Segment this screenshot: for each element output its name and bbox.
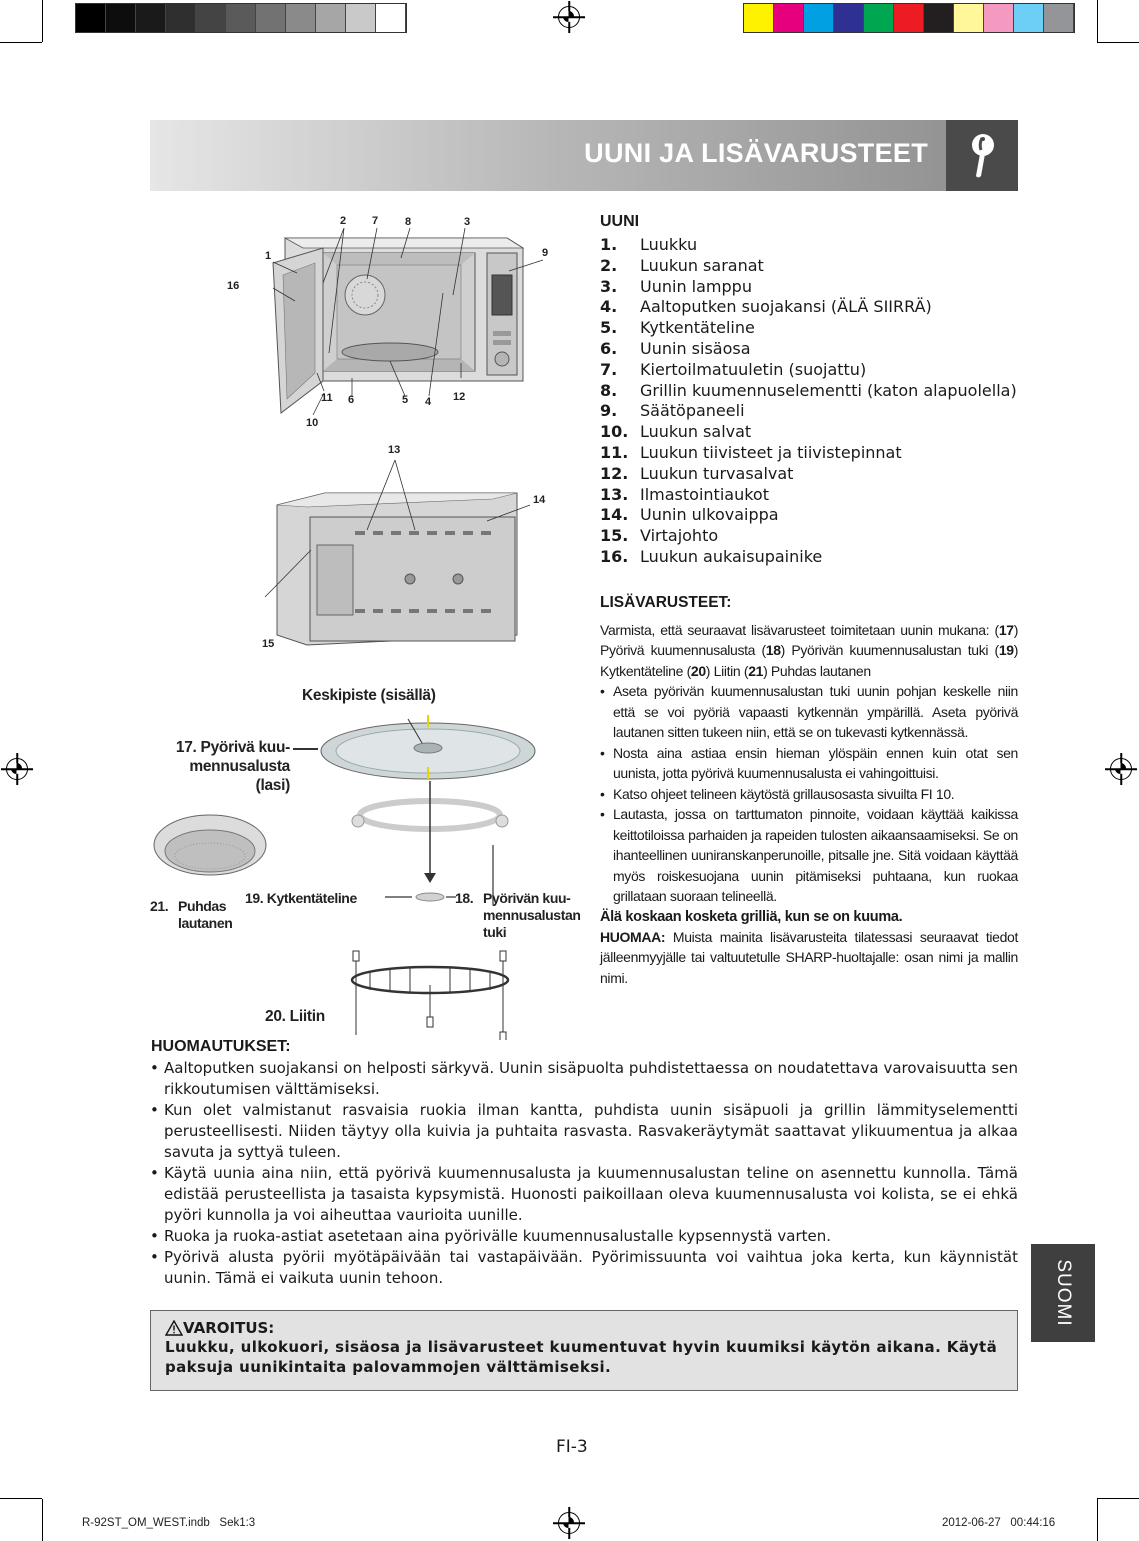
part-label: Uunin ulkovaippa [640,505,779,525]
part-label: Luukun turvasalvat [640,463,794,483]
warning-text: Luukku, ulkokuori, sisäosa ja lisävarusteet kuumentuvat hyvin kuumiksi käytön aikana. Käytä paksuja uunikintaita palovammojen välttämiseksi. [165,1338,998,1376]
accessories-intro: Varmista, että seuraavat lisävarusteet toimitetaan uunin mukana: (17) Pyörivä kuumennusalusta (18) Pyörivän kuumennusalustan tuki (19) Kytkentäteline (20) Liitin (21) Puhdas lautanen [600,621,1018,679]
warning-title-row [165,1319,1003,1337]
parts-list-item [600,360,1018,381]
part-number: 2. [600,255,618,275]
part-number: 9. [600,401,618,421]
part-label: Luukku [640,235,698,254]
part-number: 16. [600,546,629,566]
oven-front-illustration [225,213,565,433]
crop-mark [0,1498,42,1499]
crop-mark [1097,1498,1139,1499]
process-swatch [864,4,894,32]
part-number: 1. [600,235,618,254]
list-item: • Lautasta, jossa on tarttumaton pinnoite, voidaan käyttää kaikissa keittotiloissa parhaiden ja rapeiden tulosten aikaansaamiseksi. Se on ihanteellinen uuniranskanperunoille, pitsalle jne. Sitä voidaan käyttää myös roiskesuojana uunin pitämiseksi puhtaana, kun ruokaa grillataan suoraan telineellä. [600,804,1018,907]
process-swatch [984,4,1014,32]
callout-7: 7 [372,215,379,227]
parts-list [600,235,1018,568]
footer-file-info: R-92ST_OM_WEST.indb Sek1:3 [82,1517,256,1529]
gray-swatch [316,4,346,32]
parts-list-item [600,422,1018,443]
callout-14: 14 [533,494,546,506]
coupling-label: 19. Kytkentäteline [245,890,357,906]
list-item: • Pyörivä alusta pyörii myötäpäivään tai vastapäivään. Pyörimissuunta voi vaihtua joka kerta, kun käynnistät uunin. Tämä ei vaikuta uunin tehoon. [148,1247,1018,1289]
parts-list-item [600,547,1018,568]
process-swatch [894,4,924,32]
part-number: 11. [600,442,629,462]
part-label: Ilmastointiaukot [640,484,769,504]
callout-16: 16 [227,280,240,292]
part-number: 15. [600,526,629,546]
crop-mark [0,42,42,43]
part-number: 7. [600,359,618,379]
registration-mark [558,1512,580,1534]
warning-box [150,1310,1018,1391]
part-number: 3. [600,276,618,296]
grill-warning-line: Älä koskaan kosketa grilliä, kun se on kuuma. [600,908,903,925]
information-icon [966,132,996,180]
list-item: • Käytä uunia aina niin, että pyörivä kuumennusalusta ja kuumennusalustan teline on asennettu kunnolla. Tämä edistää perusteellista ja tasaista kypsymistä. Huonosti paikoillaan oleva kuumennusalusta voi kolista, se ei ehkä pyöri kunnolla ja voi aiheuttaa vaurioita uunille. [148,1163,1018,1226]
callout-13: 13 [388,444,401,456]
part-number: 8. [600,380,618,400]
parts-list-item [600,277,1018,298]
page-number: FI-3 [556,1437,588,1457]
gray-swatch [136,4,166,32]
part-label: Uunin sisäosa [640,338,751,358]
part-label: Luukun saranat [640,255,764,275]
parts-list-item [600,526,1018,547]
turntable-label: 17. Pyörivä kuu- mennusalusta (lasi) [175,739,290,794]
process-swatch [774,4,804,32]
oven-heading: UUNI [600,213,640,230]
dish-label: Puhdas lautanen [178,898,233,931]
part-label: Luukun aukaisupainike [640,546,823,566]
gray-swatch [256,4,286,32]
callout-9: 9 [542,247,549,259]
parts-list-item [600,297,1018,318]
process-swatch [1044,4,1074,32]
accessories-heading: LISÄVARUSTEET: [600,593,732,611]
registration-mark [1110,758,1132,780]
notes-section [148,1038,1018,1289]
notes-heading: HUOMAUTUKSET: [151,1038,291,1055]
callout-10: 10 [306,417,319,429]
huomaa-note: HUOMAA: Muista mainita lisävarusteita tilatessasi seuraavat tiedot jälleenmyyjälle tai valtuutetulle SHARP-huoltajalle: osan nimi ja mallin nimi. [600,928,1018,986]
callout-5: 5 [402,394,409,406]
part-label: Grillin kuumennuselementti (katon alapuolella) [640,380,1017,400]
list-item: • Ruoka ja ruoka-astiat asetetaan aina pyörivälle kuumennusalustalle kypsennystä varten. [148,1226,1018,1247]
crop-mark [42,1499,43,1541]
process-swatch [834,4,864,32]
gray-swatch [106,4,136,32]
gray-swatch [346,4,376,32]
gray-swatch [76,4,106,32]
language-tab [1031,1244,1095,1342]
oven-back-illustration [255,455,555,655]
dish-number: 21. [150,898,169,914]
part-label: Kytkentäteline [640,318,755,338]
oven-parts-section [600,213,1018,988]
process-colorbar [743,3,1075,33]
gray-swatch [376,4,406,32]
gray-colorbar [75,3,407,33]
footer-timestamp: 2012-06-27 00:44:16 [942,1517,1056,1529]
registration-mark [6,758,28,780]
accessories-bullets [600,681,1018,907]
process-swatch [744,4,774,32]
list-item: • Aaltoputken suojakansi on helposti särkyvä. Uunin sisäpuolta puhdistettaessa on noudatettava varovaisuutta sen rikkoutumisen välttämiseksi. [148,1058,1018,1100]
list-item: • Nosta aina astiaa ensin hieman ylöspäin ennen kuin otat sen uunista, jotta pyörivä kuumennusalusta ei vahingoittuisi. [600,743,1018,784]
callout-1: 1 [265,250,272,262]
parts-list-item [600,381,1018,402]
warning-title: VAROITUS: [183,1319,275,1337]
part-label: Virtajohto [640,526,719,546]
parts-list-item [600,464,1018,485]
language-label: SUOMI [1053,1259,1074,1327]
part-number: 6. [600,338,618,358]
callout-15: 15 [262,638,275,650]
gray-swatch [166,4,196,32]
parts-list-item [600,401,1018,422]
process-swatch [1014,4,1044,32]
parts-list-item [600,443,1018,464]
process-swatch [954,4,984,32]
callout-8: 8 [405,216,412,228]
parts-list-item [600,256,1018,277]
parts-list-item [600,339,1018,360]
part-label: Luukun tiivisteet ja tiivistepinnat [640,442,902,462]
support-number: 18. [455,890,474,906]
part-label: Aaltoputken suojakansi (ÄLÄ SIIRRÄ) [640,297,932,317]
center-point-label: Keskipiste (sisällä) [302,687,436,704]
page-title: UUNI JA LISÄVARUSTEET [584,138,928,168]
list-item: • Aseta pyörivän kuumennusalustan tuki uunin pohjan keskelle niin että se voi pyöriä vapaasti kytkennän ympärillä. Aseta pyörivä lautanen sitten tukeen niin, että se on tukevasti kytkennässä. [600,681,1018,743]
parts-list-item [600,318,1018,339]
list-item: • Kun olet valmistanut rasvaisia ruokia ilman kantta, puhdista uunin sisäpuoli ja grillin lämmityselementti perusteellisesti. Niiden täytyy olla kuivia ja puhtaita rasvasta. Rasvakeräytymät saattavat ylikuumentua ja alkaa savuta ja syttyä tuleen. [148,1100,1018,1163]
support-label: Pyörivän kuu- mennusalustan tuki [483,890,581,940]
gray-swatch [286,4,316,32]
part-label: Säätöpaneeli [640,401,745,421]
callout-6: 6 [348,394,355,406]
part-number: 12. [600,463,629,483]
callout-11: 11 [321,392,333,404]
header-icon-box [946,120,1018,191]
crop-mark [1097,1499,1098,1541]
part-number: 14. [600,505,629,525]
part-number: 4. [600,297,618,317]
process-swatch [924,4,954,32]
part-number: 13. [600,484,629,504]
section-header [150,120,1018,191]
callout-3: 3 [464,216,471,228]
crop-mark [1097,0,1098,42]
part-label: Uunin lamppu [640,276,752,296]
gray-swatch [196,4,226,32]
callout-4: 4 [425,396,432,408]
crop-mark [1097,42,1139,43]
part-label: Luukun salvat [640,422,752,442]
notes-list [148,1058,1018,1289]
crop-mark [42,0,43,42]
list-item: • Katso ohjeet telineen käytöstä grillausosasta sivuilta FI 10. [600,784,1018,805]
parts-list-item [600,235,1018,256]
parts-list-item [600,505,1018,526]
process-swatch [804,4,834,32]
parts-list-item [600,485,1018,506]
part-number: 10. [600,422,629,442]
part-number: 5. [600,318,618,338]
gray-swatch [226,4,256,32]
warning-triangle-icon [165,1320,183,1336]
connector-label: 20. Liitin [265,1008,325,1025]
callout-12: 12 [453,391,466,403]
part-label: Kiertoilmatuuletin (suojattu) [640,359,867,379]
callout-2: 2 [340,215,347,227]
registration-mark [558,6,580,28]
